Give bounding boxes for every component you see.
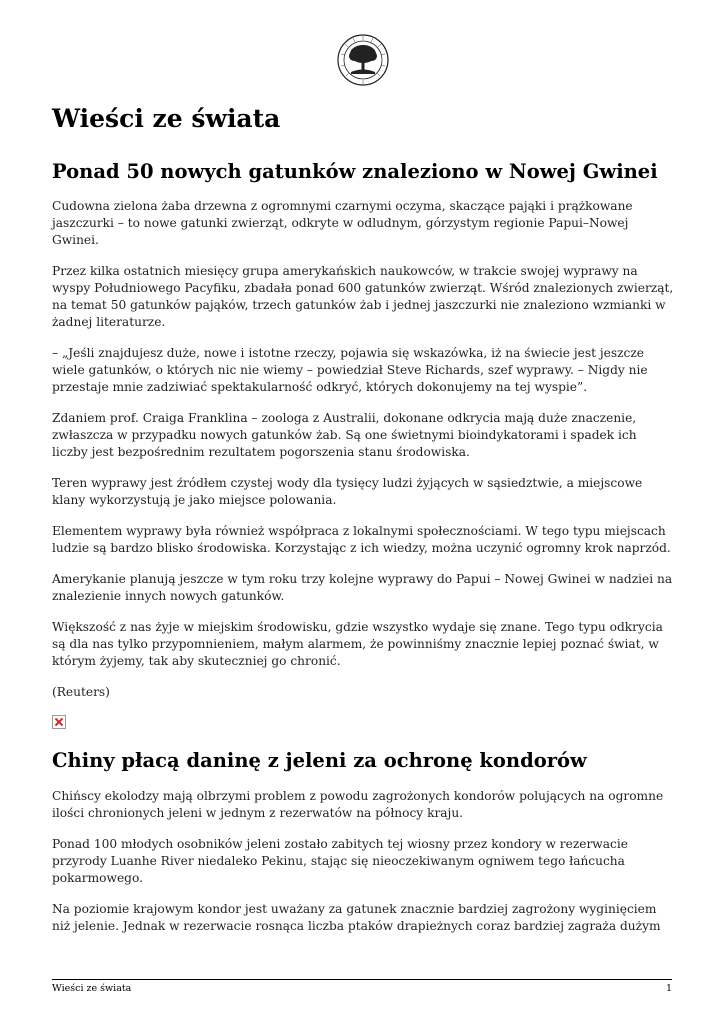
paragraph: Przez kilka ostatnich miesięcy grupa amerykańskich naukowców, w trakcie swojej wyprawy na wyspy Południowego Pacyfiku, zbadała ponad 600 gatunków zwierząt. Wśród znalezionych zwierząt, na temat 50 gatunków pająków, trzech gatunków żab i jednej jaszczurki nie znaleziono wzmianki w żadnej literaturze. <box>52 264 674 330</box>
article-new-species <box>52 160 676 701</box>
broken-image-icon <box>52 715 66 729</box>
document-body <box>52 104 676 949</box>
paragraph: Większość z nas żyje w miejskim środowisku, gdzie wszystko wydaje się znane. Tego typu odkrycia są dla nas tylko przypomnieniem, małym alarmem, że powinniśmy znacznie lepiej poznać świat, w którym żyjemy, tak aby skuteczniej go chronić. <box>52 620 663 669</box>
document-title: Wieści ze świata <box>52 104 281 133</box>
paragraph: – „Jeśli znajdujesz duże, nowe i istotne rzeczy, pojawia się wskazówka, iż na świecie jest jeszcze wiele gatunków, o których nic nie wiemy – powiedział Steve Richards, szef wyprawy. – Nigdy nie przestaje mnie zadziwiać spektakularność odkryć, których dokonujemy na tej wyspie”. <box>52 346 648 395</box>
page-footer <box>52 979 672 994</box>
paragraph: Amerykanie planują jeszcze w tym roku trzy kolejne wyprawy do Papui – Nowej Gwinei w nadziei na znalezienie innych nowych gatunków. <box>52 572 673 604</box>
paragraph: Elementem wyprawy była również współpraca z lokalnymi społecznościami. W tego typu miejscach ludzie są bardzo blisko środowiska. Korzystając z ich wiedzy, można uczynić ogromny krok naprzód. <box>52 524 671 556</box>
paragraph: Chińscy ekolodzy mają olbrzymi problem z powodu zagrożonych kondorów polujących na ogromne ilości chronionych jeleni w jednym z rezerwatów na północy kraju. <box>52 788 664 820</box>
article-heading: Ponad 50 nowych gatunków znaleziono w Nowej Gwinei <box>52 160 658 183</box>
paragraph: Teren wyprawy jest źródłem czystej wody dla tysięcy ludzi żyjących w sąsiedztwie, a miejscowe klany wykorzystują je jako miejsce polowania. <box>52 476 643 508</box>
paragraph: Na poziomie krajowym kondor jest uważany za gatunek znacznie bardziej zagrożony wyginięciem niż jelenie. Jednak w rezerwacie rosnąca liczba ptaków drapieżnych coraz bardziej zagraża dużym <box>52 901 661 933</box>
footer-title: Wieści ze świata <box>52 983 132 994</box>
paragraph: Cudowna zielona żaba drzewna z ogromnymi czarnymi oczyma, skaczące pająki i prążkowane jaszczurki – to nowe gatunki zwierząt, odkryte w odludnym, górzystym regionie Papui–Nowej Gwinei. <box>52 199 633 248</box>
tree-seal-logo <box>337 34 389 86</box>
paragraph: Ponad 100 młodych osobników jeleni zostało zabitych tej wiosny przez kondory w rezerwacie przyrody Luanhe River niedaleko Pekinu, stając się nieoczekiwanym ogniwem tego łańcucha pokarmowego. <box>52 836 628 885</box>
article-condors <box>52 749 676 934</box>
source-credit: (Reuters) <box>52 685 110 700</box>
page-number: 1 <box>665 983 672 994</box>
paragraph: Zdaniem prof. Craiga Franklina – zoologa z Australii, dokonane odkrycia mają duże znaczenie, zwłaszcza w przypadku nowych gatunków żab. Są one świetnymi bioindykatorami i spadek ich liczby jest bezpośrednim rezultatem pogorszenia stanu środowiska. <box>52 411 637 460</box>
article-heading: Chiny płacą daninę z jeleni za ochronę kondorów <box>52 749 587 773</box>
